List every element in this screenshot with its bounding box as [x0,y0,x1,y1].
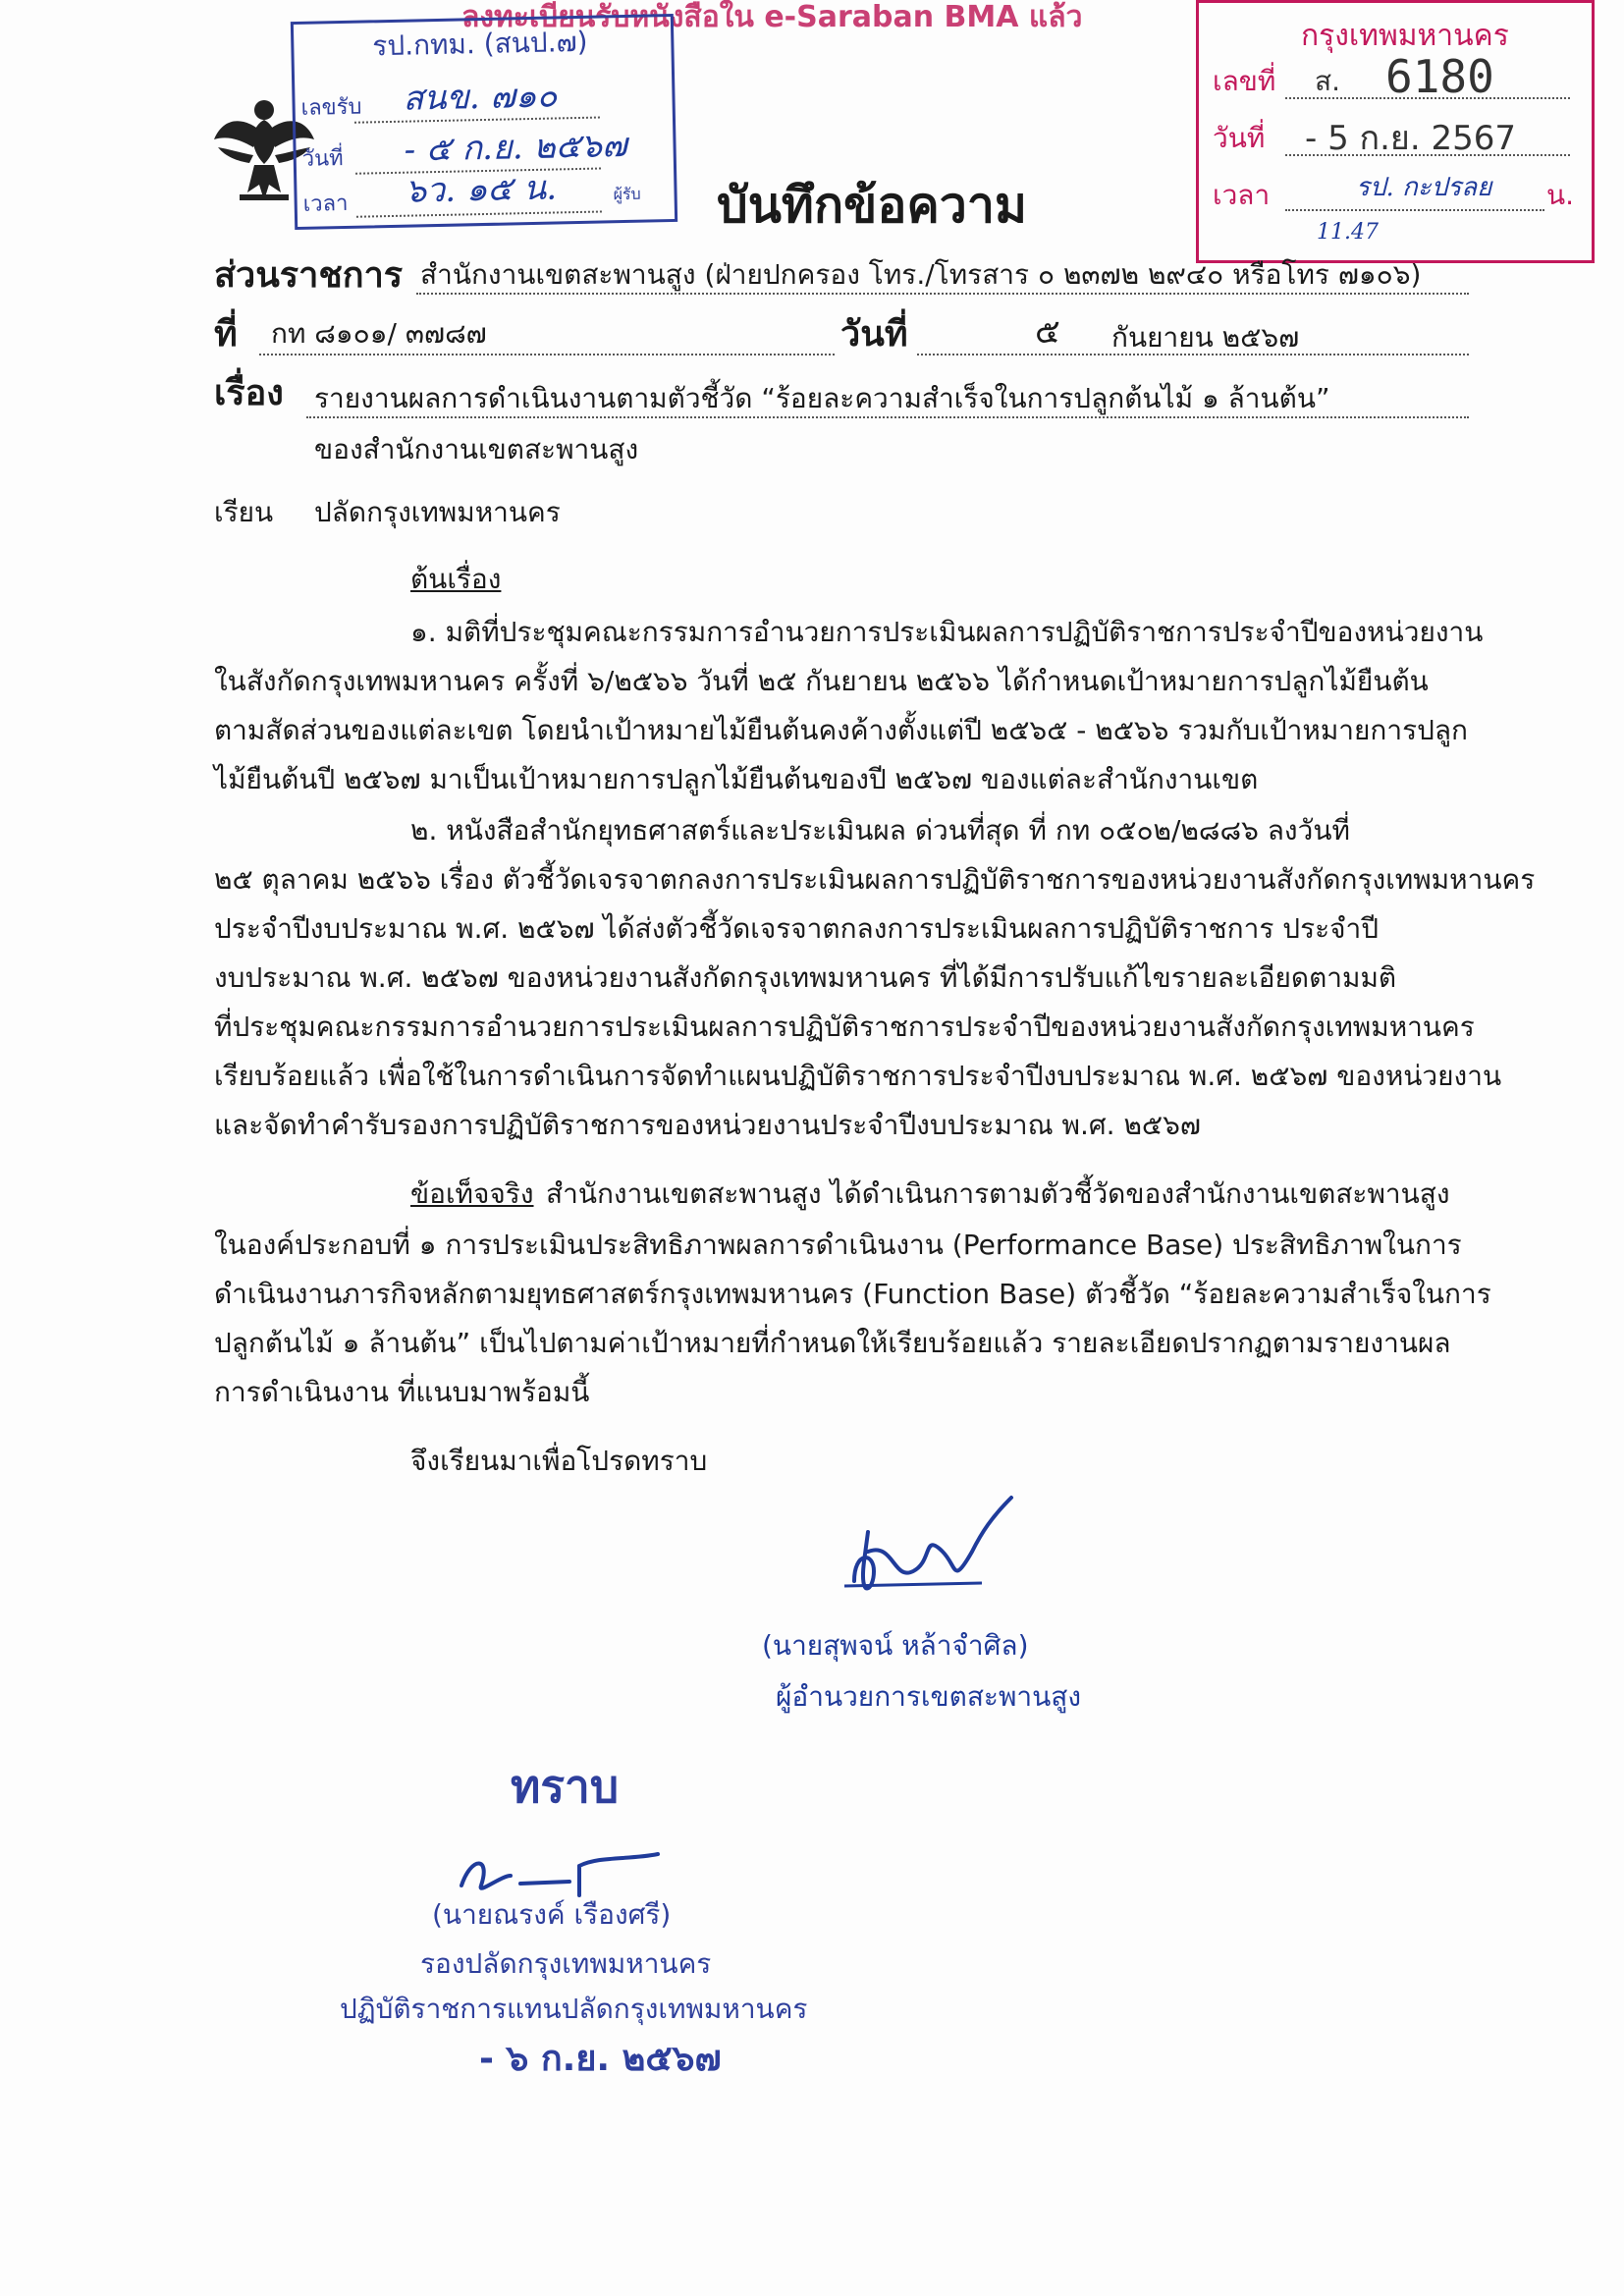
signer-name: (นายสุพจน์ หล้าจำศิล) [762,1629,1029,1662]
receipt-stamp-left [291,14,677,230]
stamp-date-label: วันที่ [301,146,344,172]
stamp-org: รป.กทม. (สนป.๗) [372,25,588,63]
p2-line: ที่ประชุมคณะกรรมการอำนวยการประเมินผลการปฏิบัติราชการประจำปีของหน่วยงานสังกัดกรุงเทพมหานคร [214,1011,1475,1043]
deputy-signature-icon [452,1846,668,1905]
subject-label: เรื่อง [214,373,284,413]
registration-banner: ลงทะเบียนรับหนังสือใน e-Saraban BMA แล้ว [461,0,1083,34]
date-value: กันยายน ๒๕๖๗ [1111,321,1300,354]
facts-line: การดำเนินงาน ที่แนบมาพร้อมนี้ [214,1376,590,1408]
director-signature-icon [835,1493,1021,1620]
date-day: ๕ [1035,312,1060,352]
ack-position1: รองปลัดกรุงเทพมหานคร [420,1947,712,1980]
ref-label: ที่ [214,314,238,355]
ack-position2: ปฏิบัติราชการแทนปลัดกรุงเทพมหานคร [340,1993,808,2025]
receipt-stamp-right [1196,0,1595,263]
stamp-right-org: กรุงเทพมหานคร [1301,19,1509,53]
stamp-right-date-value: - 5 ก.ย. 2567 [1305,119,1516,158]
stamp-time-label: เวลา [302,191,349,217]
date-label: วันที่ [840,314,908,355]
stamp-signed-label: ผู้รับ [613,184,641,204]
page-title: บันทึกข้อความ [717,177,1027,234]
stamp-right-time-label: เวลา [1213,179,1271,211]
ack-name: (นายณรงค์ เรืองศรี) [432,1898,672,1931]
p2-line: เรียบร้อยแล้ว เพื่อใช้ในการดำเนินการจัดทำแผนปฏิบัติราชการประจำปีงบประมาณ พ.ศ. ๒๕๖๗ ของหน่วยงาน [214,1060,1502,1092]
stamp-right-no-label: เลขที่ [1213,65,1276,97]
p2-line: ๒. หนังสือสำนักยุทธศาสตร์และประเมินผล ด่วนที่สุด ที่ กท ๐๕๐๒/๒๘๘๖ ลงวันที่ [410,814,1350,847]
stamp-date-value: - ๕ ก.ย. ๒๕๖๗ [404,125,628,170]
facts-line: ปลูกต้นไม้ ๑ ล้านต้น” เป็นไปตามค่าเป้าหมายที่กำหนดให้เรียบร้อยแล้ว รายละเอียดปรากฏตามรายงานผล [214,1327,1451,1359]
stamp-right-date-label: วันที่ [1213,122,1266,154]
p1-line: ตามสัดส่วนของแต่ละเขต โดยนำเป้าหมายไม้ยืนต้นคงค้างตั้งแต่ปี ๒๕๖๕ - ๒๕๖๖ รวมกับเป้าหมายการปลูก [214,714,1469,746]
p2-line: ประจำปีงบประมาณ พ.ศ. ๒๕๖๗ ได้ส่งตัวชี้วัดเจรจาตกลงการประเมินผลการปฏิบัติราชการ ประจำปี [214,912,1380,945]
p2-line: ๒๕ ตุลาคม ๒๕๖๖ เรื่อง ตัวชี้วัดเจรจาตกลงการประเมินผลการปฏิบัติราชการของหน่วยงานสังกัดกรุงเทพมหานคร [214,863,1536,896]
to-label: เรียน [214,496,274,528]
ref-value: กท ๘๑๐๑/ ๓๗๘๗ [271,317,487,350]
subject-line1: รายงานผลการดำเนินงานตามตัวชี้วัด “ร้อยละความสำเร็จในการปลูกต้นไม้ ๑ ล้านต้น” [314,382,1330,414]
ack-date: - ๖ ก.ย. ๒๕๖๗ [479,2039,722,2079]
origin-heading: ต้นเรื่อง [410,563,502,595]
stamp-received-no: สนข. ๗๑๐ [403,76,558,119]
agency-label: ส่วนราชการ [214,255,404,296]
p1-line: ๑. มติที่ประชุมคณะกรรมการอำนวยการประเมินผลการปฏิบัติราชการประจำปีของหน่วยงาน [410,616,1484,648]
facts-line: ดำเนินงานภารกิจหลักตามยุทธศาสตร์กรุงเทพมหานคร (Function Base) ตัวชี้วัด “ร้อยละความสำเร็จในการ [214,1278,1491,1310]
stamp-right-no-value: 6180 [1385,50,1494,103]
subject-line2: ของสำนักงานเขตสะพานสูง [314,433,639,465]
stamp-right-no-prefix: ส. [1315,65,1340,97]
agency-value: สำนักงานเขตสะพานสูง (ฝ่ายปกครอง โทร./โทรสาร ๐ ๒๓๗๒ ๒๙๔๐ หรือโทร ๗๑๐๖) [420,258,1422,291]
stamp-right-time-unit: น. [1546,179,1575,211]
stamp-right-note: 11.47 [1317,220,1379,245]
facts-line: ในองค์ประกอบที่ ๑ การประเมินประสิทธิภาพผลการดำเนินงาน (Performance Base) ประสิทธิภาพในการ [214,1229,1462,1261]
ack-word: ทราบ [511,1760,620,1813]
p2-line: และจัดทำคำรับรองการปฏิบัติราชการของหน่วยงานประจำปีงบประมาณ พ.ศ. ๒๕๖๗ [214,1109,1201,1141]
p1-line: ไม้ยืนต้นปี ๒๕๖๗ มาเป็นเป้าหมายการปลูกไม้ยืนต้นของปี ๒๕๖๗ ของแต่ละสำนักงานเขต [214,763,1259,795]
p2-line: งบประมาณ พ.ศ. ๒๕๖๗ ของหน่วยงานสังกัดกรุงเทพมหานคร ที่ได้มีการปรับแก้ไขรายละเอียดตามมติ [214,961,1397,994]
signer-position: ผู้อำนวยการเขตสะพานสูง [776,1680,1082,1713]
stamp-time-value: ๖ว. ๑๕ น. [405,168,558,211]
to-value: ปลัดกรุงเทพมหานคร [314,496,561,528]
stamp-received-label: เลขรับ [300,94,362,121]
facts-heading: ข้อเท็จจริง [410,1177,534,1210]
closing-text: จึงเรียนมาเพื่อโปรดทราบ [410,1445,708,1477]
facts-line: สำนักงานเขตสะพานสูง ได้ดำเนินการตามตัวชี้วัดของสำนักงานเขตสะพานสูง [546,1177,1450,1210]
p1-line: ในสังกัดกรุงเทพมหานคร ครั้งที่ ๖/๒๕๖๖ วันที่ ๒๕ กันยายน ๒๕๖๖ ได้กำหนดเป้าหมายการปลูกไม้ยืนต้น [214,665,1429,697]
stamp-right-time-value: รป. กะปรลย [1356,173,1492,202]
